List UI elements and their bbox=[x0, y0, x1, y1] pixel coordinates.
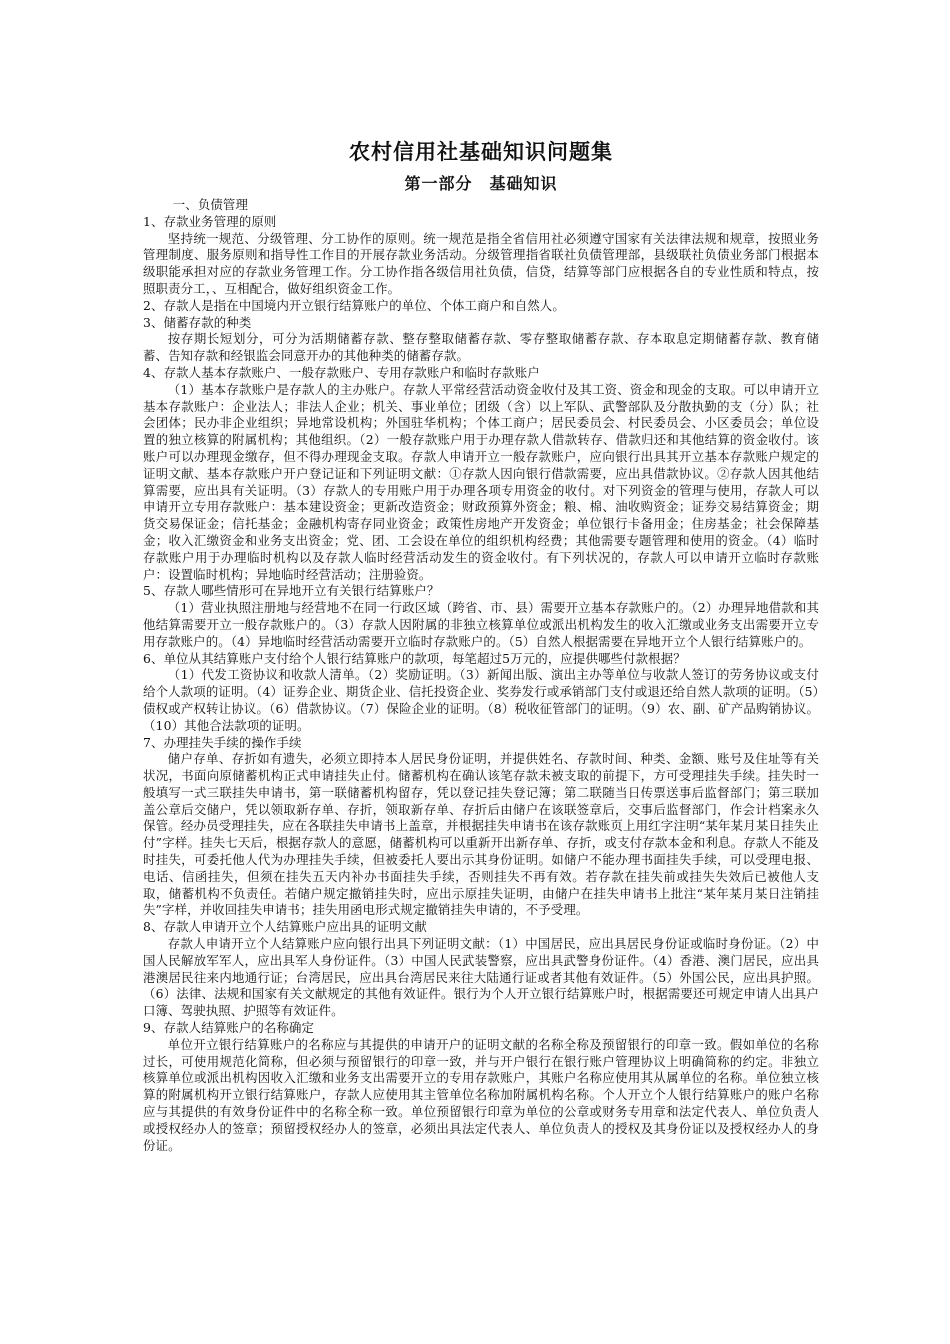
question-item bbox=[143, 315, 819, 365]
document-title: 农村信用社基础知识问题集 bbox=[349, 139, 613, 164]
question-title: 2、存款人是指在中国境内开立银行结算账户的单位、个体工商户和自然人。 bbox=[143, 297, 565, 313]
question-title: 9、存款人结算账户的名称确定 bbox=[143, 1020, 315, 1036]
question-title: 5、存款人哪些情形可在异地开立有关银行结算账户？ bbox=[143, 583, 440, 599]
document-body bbox=[143, 138, 819, 1154]
section-heading: 一、负债管理 bbox=[172, 197, 248, 212]
question-item bbox=[143, 919, 819, 1020]
question-title: 3、储蓄存款的种类 bbox=[143, 314, 252, 330]
answer-paragraph: 单位开立银行结算账户的名称应与其提供的申请开户的证明文献的名称全称及预留银行的印章一致。假如单位的名称过长，可使用规范化简称，但必须与预留银行的印章一致，并与开户银行在银行账户管理协议上明确简称的约定。非独立核算单位或派出机构因收入汇缴和业务支出需要开立的专用存款账户，其账户名称应使用其从属单位的名称。单位独立核算的附属机构开立银行结算账户，存款人应使用其主管单位名称加附属机构名称。个人开立个人银行结算账户的账户名称应与其提供的有效身份证件中的名称全称一致。单位预留银行印章为单位的公章或财务专用章和法定代表人、单位负责人或授权经办人的签章；预留授权经办人的签章，必须出具法定代表人、单位负责人的授权及其身份证以及授权经办人的身份证。 bbox=[143, 1036, 819, 1153]
answer-paragraph: 存款人申请开立个人结算账户应向银行出具下列证明文献：（1）中国居民，应出具居民身份证或临时身份证。（2）中国人民解放军军人，应出具军人身份证件。（3）中国人民武装警察，应出具武警身份证件。（4）香港、澳门居民，应出具港澳居民往来内地通行证；台湾居民，应出具台湾居民来往大陆通行证或者其他有效证件。（5）外国公民，应出具护照。（6）法律、法规和国家有关文献规定的其他有效证件。银行为个人开立银行结算账户时，根据需要还可规定申请人出具户口簿、驾驶执照、护照等有效证件。 bbox=[143, 936, 819, 1019]
question-item bbox=[143, 214, 819, 298]
question-title: 6、单位从其结算账户支付给个人银行结算账户的款项，每笔超过5万元的，应提供哪些付款根据？ bbox=[143, 650, 686, 666]
question-item bbox=[143, 735, 819, 920]
question-item bbox=[143, 298, 819, 315]
answer-paragraph: （1）营业执照注册地与经营地不在同一行政区域（跨省、市、县）需要开立基本存款账户的。（2）办理异地借款和其他结算需要开立一般存款账户的。（3）存款人因附属的非独立核算单位或派出机构发生的收入汇缴或业务支出需要开立专用存款账户的。（4）异地临时经营活动需要开立临时存款账户的。（5）自然人根据需要在异地开立个人银行结算账户的。 bbox=[143, 600, 819, 649]
answer-paragraph: （1）基本存款账户是存款人的主办账户。存款人平常经营活动资金收付及其工资、资金和现金的支取。可以申请开立基本存款账户：企业法人；非法人企业；机关、事业单位；团级（含）以上军队、武警部队及分散执勤的支（分）队；社会团体；民办非企业组织；异地常设机构；外国驻华机构；个体工商户；居民委员会、村民委员会、小区委员会；单位设置的独立核算的附属机构；其他组织。（2）一般存款账户用于办理存款人借款转存、借款归还和其他结算的资金收付。该账户可以办理现金缴存，但不得办理现金支取。存款人申请开立一般存款账户，应向银行出具其开立基本存款账户规定的证明文献、基本存款账户开户登记证和下列证明文献：①存款人因向银行借款需要，应出具借款协议。②存款人因其他结算需要，应出具有关证明。（3）存款人的专用账户用于办理各项专用资金的收付。对下列资金的管理与使用，存款人可以申请开立专用存款账户：基本建设资金；更新改造资金；财政预算外资金；粮、棉、油收购资金；证券交易结算资金；期货交易保证金；信托基金；金融机构寄存同业资金；政策性房地产开发资金；单位银行卡备用金；住房基金；社会保障基金；收入汇缴资金和业务支出资金；党、团、工会设在单位的组织机构经费；其他需要专题管理和使用的资金。（4）临时存款账户用于办理临时机构以及存款人临时经营活动发生的资金收付。有下列状况的，存款人可以申请开立临时存款账户：设置临时机构；异地临时经营活动；注册验资。 bbox=[143, 381, 819, 582]
question-item bbox=[143, 365, 819, 583]
question-title: 1、存款业务管理的原则 bbox=[143, 213, 277, 229]
part-heading: 第一部分 基础知识 bbox=[404, 174, 558, 193]
answer-paragraph: （1）代发工资协议和收款人清单。（2）奖励证明。（3）新闻出版、演出主办等单位与收款人签订的劳务协议或支付给个人款项的证明。（4）证券企业、期货企业、信托投资企业、奖券发行或承销部门支付或退还给自然人款项的证明。（5）债权或产权转让协议。（6）借款协议。（7）保险企业的证明。（8）税收征管部门的证明。（9）农、副、矿产品购销协议。（10）其他合法款项的证明。 bbox=[143, 667, 819, 733]
question-title: 8、存款人申请开立个人结算账户应出具的证明文献 bbox=[143, 919, 427, 935]
question-item bbox=[143, 583, 819, 650]
answer-paragraph: 按存期长短划分，可分为活期储蓄存款、整存整取储蓄存款、零存整取储蓄存款、存本取息定期储蓄存款、教育储蓄、告知存款和经银监会同意开办的其他种类的储蓄存款。 bbox=[143, 331, 819, 364]
answer-paragraph: 储户存单、存折如有遗失，必须立即持本人居民身份证明，并提供姓名、存款时间、种类、金额、账号及住址等有关状况，书面向原储蓄机构正式申请挂失止付。储蓄机构在确认该笔存款未被支取的前提下，方可受理挂失手续。挂失时一般填写一式三联挂失申请书，第一联储蓄机构留存，凭以登记挂失登记簿；第二联随当日传票送事后监督部门；第三联加盖公章后交储户，凭以领取新存单、存折，领取新存单、存折后由储户在该联签章后，交事后监督部门，作会计档案永久保管。经办员受理挂失，应在各联挂失申请书上盖章，并根据挂失申请书在该存款账页上用红字注明“某年某月某日挂失止付”字样。挂失七天后，根据存款人的意愿，储蓄机构可以重新开出新存单、存折，或支付存款本金和利息。存款人不能及时挂失，可委托他人代为办理挂失手续，但被委托人要出示其身份证明。如储户不能办理书面挂失手续，可以受理电报、电话、信函挂失，但须在挂失五天内补办书面挂失手续，否则挂失不再有效。若存款在挂失前或挂失失效后已被他人支取，储蓄机构不负责任。若储户规定撤销挂失时，应出示原挂失证明，由储户在挂失申请书上批注“某年某月某日注销挂失”字样，并收回挂失申请书；挂失用函电形式规定撤销挂失申请的，不予受理。 bbox=[143, 751, 819, 918]
question-item bbox=[143, 1020, 819, 1154]
question-item bbox=[143, 651, 819, 735]
answer-paragraph: 坚持统一规范、分级管理、分工协作的原则。统一规范是指全省信用社必须遵守国家有关法律法规和规章，按照业务管理制度、服务原则和指导性工作目的开展存款业务活动。分级管理指省联社负债管理部，县级联社负债业务部门根据本级职能承担对应的存款业务管理工作。分工协作指各级信用社负债，信贷，结算等部门应根据各自的专业性质和特点，按照职责分工，、互相配合，做好组织资金工作。 bbox=[143, 230, 819, 296]
question-title: 4、存款人基本存款账户、一般存款账户、专用存款账户和临时存款账户 bbox=[143, 364, 540, 380]
question-title: 7、办理挂失手续的操作手续 bbox=[143, 734, 302, 750]
